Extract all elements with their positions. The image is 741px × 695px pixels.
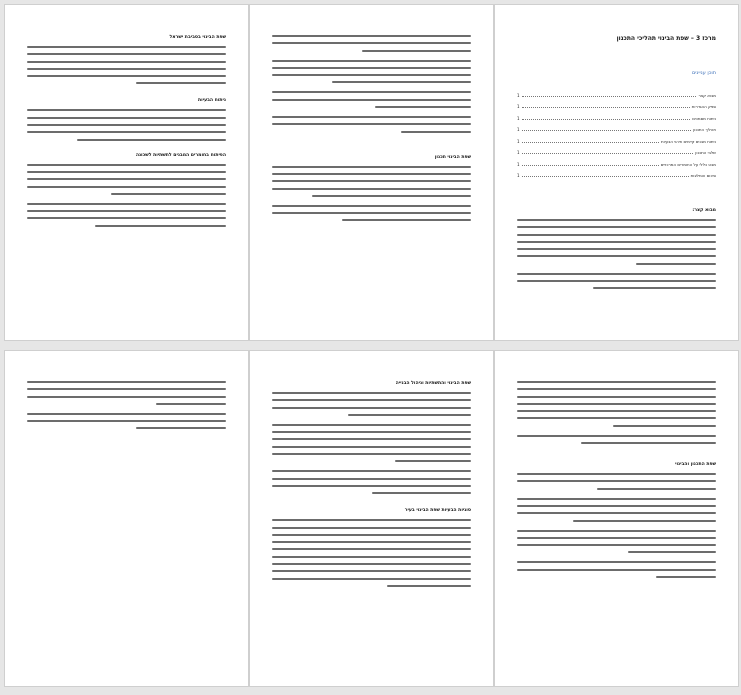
toc-entry-label: ניתוח מבנים קיימים וזיהוי הבעיות [661, 138, 716, 144]
section-heading-summary-points: סוגיות הבעיות שפת הבינוי בעיר [404, 508, 471, 514]
toc-entry-page: 1 [517, 115, 520, 121]
toc-leader-dots [522, 176, 689, 177]
toc-leader-dots [522, 107, 690, 108]
document-page-3 [4, 4, 249, 341]
text-block [517, 530, 716, 554]
toc-entry[interactable] [517, 167, 716, 179]
text-block [272, 35, 471, 52]
section-heading-analysis: ניתוח הבעיות [198, 98, 226, 104]
toc-entry[interactable] [517, 86, 716, 98]
text-block [517, 381, 716, 427]
toc-entry-label: ניתוח מסמכים [692, 115, 716, 121]
section-heading-material-dev: הפיתוח בחומרים המבנים לתשתיות לשכונה [135, 152, 226, 158]
toc-entry[interactable] [517, 109, 716, 121]
text-block [27, 46, 226, 84]
toc-entry-page: 1 [517, 92, 520, 98]
document-page-5 [249, 350, 494, 687]
text-block [27, 413, 226, 430]
text-block [272, 166, 471, 197]
document-page-6 [4, 350, 249, 687]
text-block [27, 203, 226, 227]
text-block [272, 519, 471, 587]
text-block [272, 470, 471, 494]
text-block [272, 424, 471, 462]
toc-entry-label: מבוא קצר [698, 92, 716, 98]
document-page-2 [249, 4, 494, 341]
section-heading-intro: מבוא קצר: [692, 208, 716, 213]
toc-entry[interactable] [517, 132, 716, 144]
text-block [517, 473, 716, 490]
toc-entry-label: תהליך התכנון [693, 127, 716, 132]
text-block [27, 164, 226, 195]
toc-heading: תוכן עניינים [691, 70, 716, 76]
toc-entry-label: שלבי התכנון [695, 150, 716, 155]
toc-entry-label: מבט כללי על החומרים המרכזיים [660, 161, 716, 167]
text-block [27, 109, 226, 140]
toc-entry-page: 1 [517, 127, 520, 132]
text-block [517, 273, 716, 290]
text-block [27, 381, 226, 405]
text-block [272, 116, 471, 133]
table-of-contents [517, 86, 716, 178]
document-title: מרכז 3 – שפת הבינוי תהליכי התכנון [616, 35, 716, 42]
toc-leader-dots [522, 96, 697, 97]
toc-leader-dots [522, 119, 691, 120]
document-page-1 [494, 4, 739, 341]
section-heading-structure-planning: שפת התכנון והבינוי [675, 462, 716, 468]
toc-entry-page: 1 [517, 173, 520, 178]
text-block [272, 392, 471, 416]
text-block [517, 219, 716, 265]
toc-leader-dots [522, 130, 691, 131]
toc-entry-label: סיכום והמלצות [690, 173, 716, 178]
text-block [272, 91, 471, 108]
toc-entry[interactable] [517, 155, 716, 167]
section-heading-language-system: שפת הבינוי בסביבת ישראל [169, 35, 226, 40]
section-heading-plan-design: שפת הבינוי תכנון [434, 154, 471, 160]
toc-entry[interactable] [517, 98, 716, 110]
text-block [517, 561, 716, 578]
toc-entry[interactable] [517, 121, 716, 133]
text-block [272, 60, 471, 84]
toc-entry-label: ספק ההגדרות [691, 104, 716, 109]
section-heading-urban-planning: שפת הבינוי והתשתיות וניהול הבנייה [395, 381, 471, 386]
toc-leader-dots [522, 153, 694, 154]
text-block [517, 435, 716, 444]
toc-entry-page: 1 [517, 138, 520, 144]
toc-leader-dots [522, 142, 659, 143]
document-page-4 [494, 350, 739, 687]
text-block [272, 205, 471, 222]
toc-entry-page: 1 [517, 104, 520, 109]
toc-leader-dots [522, 165, 659, 166]
toc-entry-page: 1 [517, 150, 520, 155]
toc-entry[interactable] [517, 144, 716, 156]
text-block [517, 498, 716, 522]
toc-entry-page: 1 [517, 161, 520, 167]
